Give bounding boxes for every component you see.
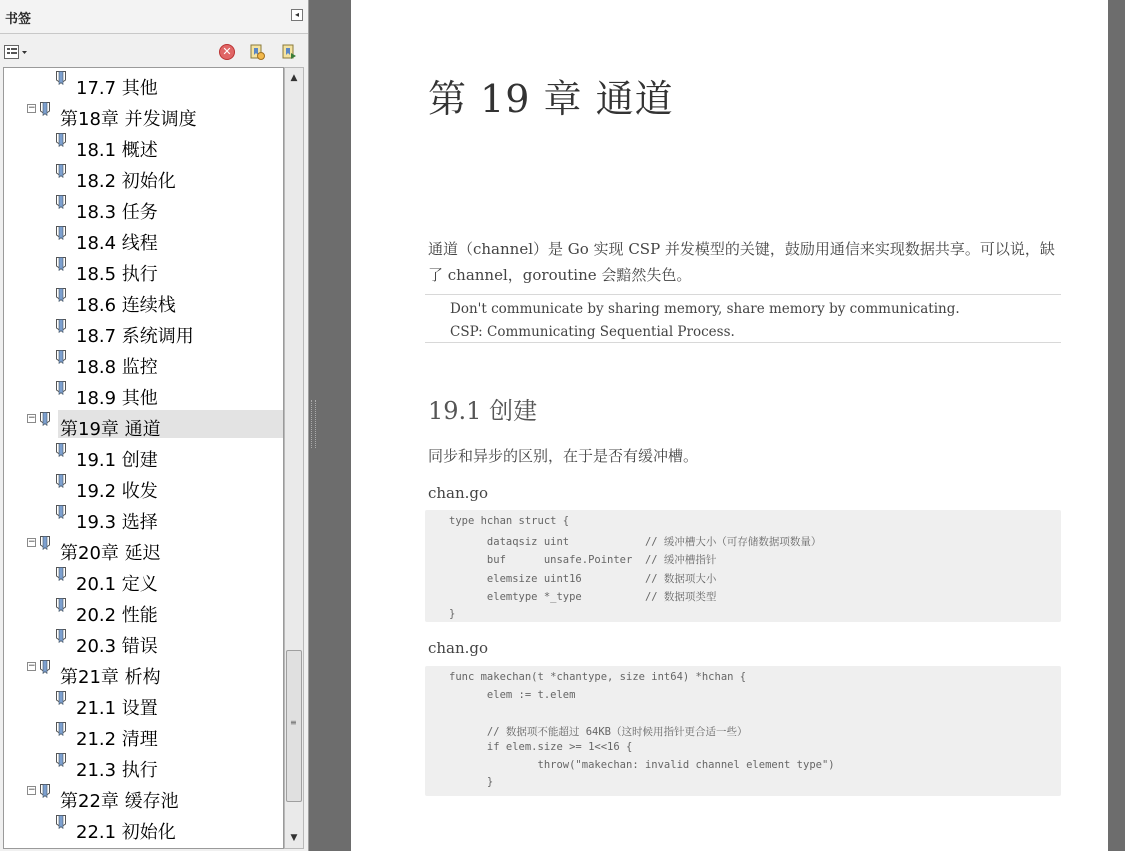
- quote-divider-top: [425, 294, 1061, 295]
- bookmark-label: 第21章 析构: [60, 667, 161, 688]
- bookmark-label: 第22章 缓存池: [60, 791, 179, 812]
- panel-title: 书签: [5, 12, 32, 27]
- collapse-toggle-icon[interactable]: −: [28, 537, 36, 547]
- file-label: chan.go: [428, 484, 489, 502]
- panel-header: [0, 0, 308, 34]
- bookmark-icon: [56, 815, 66, 829]
- bookmark-icon: [56, 288, 66, 302]
- bookmark-label: 18.2 初始化: [76, 171, 176, 192]
- bookmark-icon: [56, 319, 66, 333]
- bookmark-icon: [56, 598, 66, 612]
- bookmark-item[interactable]: [4, 161, 283, 192]
- bookmark-icon: [56, 257, 66, 271]
- code-line: type hchan struct {: [449, 515, 570, 527]
- bookmark-label: 19.2 收发: [76, 481, 158, 502]
- code-line: }: [449, 607, 456, 620]
- bookmark-icon: [56, 505, 66, 519]
- bookmark-item[interactable]: [4, 533, 283, 564]
- delete-bookmark-button[interactable]: ✕: [219, 44, 235, 60]
- chapter-title: 第 19 章 通道: [428, 77, 674, 121]
- scroll-thumb[interactable]: [286, 650, 302, 802]
- bookmark-label: 21.3 执行: [76, 760, 158, 781]
- bookmark-icon: [56, 71, 66, 85]
- document-page: [351, 0, 1108, 851]
- bookmark-item[interactable]: [4, 254, 283, 285]
- bookmark-item[interactable]: [4, 316, 283, 347]
- section-paragraph: 同步和异步的区别，在于是否有缓冲槽。: [428, 447, 699, 465]
- bookmark-label: 21.2 清理: [76, 729, 158, 750]
- right-gutter: [1108, 0, 1125, 851]
- collapse-toggle-icon[interactable]: −: [28, 413, 36, 423]
- bookmark-item[interactable]: [4, 130, 283, 161]
- bookmark-label: 第18章 并发调度: [60, 109, 197, 130]
- section-title: 19.1 创建: [428, 397, 538, 425]
- bookmark-item[interactable]: [4, 68, 283, 99]
- collapse-toggle-icon[interactable]: −: [28, 785, 36, 795]
- collapse-panel-button[interactable]: ◂: [291, 9, 303, 21]
- bookmark-item[interactable]: [4, 409, 283, 440]
- bookmark-item[interactable]: [4, 285, 283, 316]
- code-line: throw("makechan: invalid channel element type"): [449, 758, 835, 771]
- code-line: elemsize uint16 // 数据项大小: [449, 572, 717, 585]
- bookmark-label: 21.1 设置: [76, 698, 158, 719]
- code-line: // 数据项不能超过 64KB（这时候用指针更合适一些）: [449, 725, 748, 738]
- options-icon[interactable]: [4, 45, 28, 59]
- bookmark-item[interactable]: [4, 440, 283, 471]
- code-line: }: [449, 776, 494, 788]
- code-line: elem := t.elem: [449, 688, 576, 701]
- bookmark-label: 20.2 性能: [76, 605, 158, 626]
- quote-line-2: CSP: Communicating Sequential Process.: [450, 324, 735, 340]
- bookmark-label: 22.1 初始化: [76, 822, 176, 843]
- bookmark-label: 20.1 定义: [76, 574, 158, 595]
- code-line: func makechan(t *chantype, size int64) *hchan {: [449, 671, 747, 683]
- quote-divider-bottom: [425, 342, 1061, 343]
- splitter-grip-icon: [311, 400, 316, 448]
- bookmark-item[interactable]: [4, 626, 283, 657]
- bookmark-label: 18.1 概述: [76, 140, 158, 161]
- bookmark-tree: [3, 67, 284, 849]
- bookmark-label: 18.3 任务: [76, 202, 158, 223]
- bookmark-icon: [40, 660, 50, 674]
- bookmark-item[interactable]: [4, 192, 283, 223]
- bookmark-item[interactable]: [4, 595, 283, 626]
- bookmark-item[interactable]: [4, 750, 283, 781]
- bookmark-item[interactable]: [4, 812, 283, 843]
- bookmark-icon: [56, 443, 66, 457]
- bookmark-label: 20.3 错误: [76, 636, 158, 657]
- bookmark-label: 18.4 线程: [76, 233, 158, 254]
- scroll-grip-icon: ≡: [290, 718, 297, 727]
- bookmark-label: 18.9 其他: [76, 388, 158, 409]
- bookmark-icon: [56, 691, 66, 705]
- bookmark-item[interactable]: [4, 471, 283, 502]
- bookmark-label: 18.5 执行: [76, 264, 158, 285]
- bookmark-icon: [56, 381, 66, 395]
- bookmark-icon: [56, 629, 66, 643]
- bookmark-item[interactable]: [4, 688, 283, 719]
- quote-line-1: Don't communicate by sharing memory, share memory by communicating.: [450, 301, 960, 317]
- bookmark-item[interactable]: [4, 564, 283, 595]
- bookmark-icon: [56, 474, 66, 488]
- bookmark-item[interactable]: [4, 657, 283, 688]
- bookmark-label: 第19章 通道: [60, 419, 161, 440]
- bookmark-label: 18.7 系统调用: [76, 326, 194, 347]
- code-line: elemtype *_type // 数据项类型: [449, 591, 717, 603]
- intro-paragraph: 通道（channel）是 Go 实现 CSP 并发模型的关键，鼓励用通信来实现数据共享。可以说，缺了 channel，goroutine 会黯然失色。: [428, 240, 1055, 284]
- code-line: if elem.size >= 1<<16 {: [449, 741, 633, 753]
- collapse-toggle-icon[interactable]: −: [28, 661, 36, 671]
- bookmark-label: 18.6 连续栈: [76, 295, 176, 316]
- bookmark-icon: [40, 102, 50, 116]
- new-bookmark-icon[interactable]: [249, 44, 265, 60]
- bookmark-item[interactable]: [4, 378, 283, 409]
- scroll-up-button[interactable]: ▲: [290, 73, 298, 83]
- bookmark-item[interactable]: [4, 223, 283, 254]
- bookmark-icon: [56, 133, 66, 147]
- bookmark-icon: [56, 753, 66, 767]
- bookmark-icon: [56, 226, 66, 240]
- bookmark-label: 19.3 选择: [76, 512, 158, 533]
- bookmark-item[interactable]: [4, 781, 283, 812]
- tree-scrollbar[interactable]: [284, 67, 304, 849]
- bookmark-icon: [56, 567, 66, 581]
- bookmark-icon: [56, 722, 66, 736]
- bookmark-icon: [56, 195, 66, 209]
- file-label: chan.go: [428, 639, 489, 657]
- code-line: buf unsafe.Pointer // 缓冲槽指针: [449, 554, 717, 566]
- bookmark-icon: [56, 164, 66, 178]
- expand-bookmark-icon[interactable]: [281, 44, 297, 60]
- panel-splitter[interactable]: [309, 0, 351, 851]
- scroll-down-button[interactable]: ▼: [290, 833, 298, 843]
- bookmark-icon: [40, 784, 50, 798]
- bookmark-icon: [56, 350, 66, 364]
- bookmark-icon: [40, 412, 50, 426]
- bookmark-label: 第20章 延迟: [60, 543, 161, 564]
- bookmark-item[interactable]: [4, 719, 283, 750]
- bookmark-icon: [40, 536, 50, 550]
- bookmark-item[interactable]: [4, 99, 283, 130]
- bookmark-item[interactable]: [4, 347, 283, 378]
- code-line: dataqsiz uint // 缓冲槽大小（可存储数据项数量）: [449, 535, 822, 548]
- bookmark-label: 18.8 监控: [76, 357, 158, 378]
- bookmark-label: 17.7 其他: [76, 78, 158, 99]
- code-block-makechan: [425, 666, 1061, 796]
- collapse-toggle-icon[interactable]: −: [28, 103, 36, 113]
- bookmark-label: 19.1 创建: [76, 450, 158, 471]
- code-block-hchan: [425, 510, 1061, 622]
- bookmarks-panel: [0, 0, 309, 851]
- bookmark-item[interactable]: [4, 502, 283, 533]
